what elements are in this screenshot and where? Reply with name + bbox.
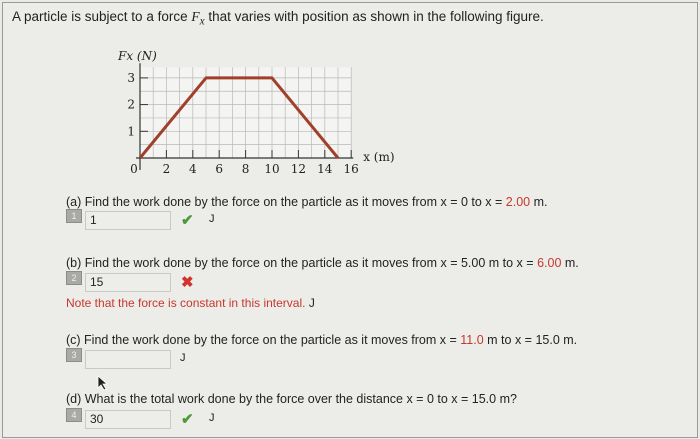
- question-b: (b) Find the work done by the force on the particle as it moves from x = 5.00 m to x = 6.00 m.: [66, 256, 579, 270]
- x-axis-label: x (m): [363, 150, 395, 164]
- x-tick-label: 2: [162, 162, 171, 176]
- y-axis-label: Fx (N): [118, 49, 157, 63]
- correct-check-icon: ✔: [181, 212, 194, 229]
- answer-input-b[interactable]: [85, 273, 171, 292]
- mouse-cursor-icon: [97, 375, 109, 391]
- x-tick-label: 14: [317, 162, 333, 176]
- answer-input-c[interactable]: [85, 350, 171, 369]
- y-tick-label: 3: [127, 70, 135, 85]
- x-tick-label: 4: [188, 162, 197, 176]
- question-c: (c) Find the work done by the force on the particle as it moves from x = 11.0 m to x = 15.0 m.: [66, 333, 578, 347]
- feedback-note: Note that the force is constant in this interval. J: [66, 296, 315, 310]
- unit-label: J: [209, 412, 215, 424]
- x-tick-label: 6: [215, 162, 224, 176]
- x-tick-label: 0: [130, 162, 138, 176]
- x-tick-label: 10: [264, 162, 280, 176]
- question-d: (d) What is the total work done by the force over the distance x = 0 to x = 15.0 m?: [66, 392, 517, 406]
- answer-input-a[interactable]: [85, 211, 171, 230]
- problem-statement: A particle is subject to a force $F_x$ that varies with position as shown in the following figure.: [12, 9, 544, 28]
- unit-label: J: [180, 352, 186, 364]
- x-tick-label: 12: [290, 162, 307, 176]
- y-tick-label: 1: [127, 124, 135, 139]
- question-number-badge: 3: [66, 348, 82, 362]
- question-number-badge: 2: [66, 271, 82, 285]
- question-number-badge: 1: [66, 209, 82, 223]
- answer-input-d[interactable]: [85, 410, 171, 429]
- question-a: (a) Find the work done by the force on the particle as it moves from x = 0 to x = 2.00 m.: [66, 195, 548, 209]
- x-tick-label: 8: [241, 162, 250, 176]
- incorrect-x-icon: ✖: [181, 274, 194, 291]
- force-position-chart: [0, 0, 700, 200]
- y-tick-label: 2: [127, 97, 135, 112]
- x-tick-label: 16: [343, 162, 359, 176]
- unit-label: J: [209, 213, 215, 225]
- question-number-badge: 4: [66, 408, 82, 422]
- correct-check-icon: ✔: [181, 411, 194, 428]
